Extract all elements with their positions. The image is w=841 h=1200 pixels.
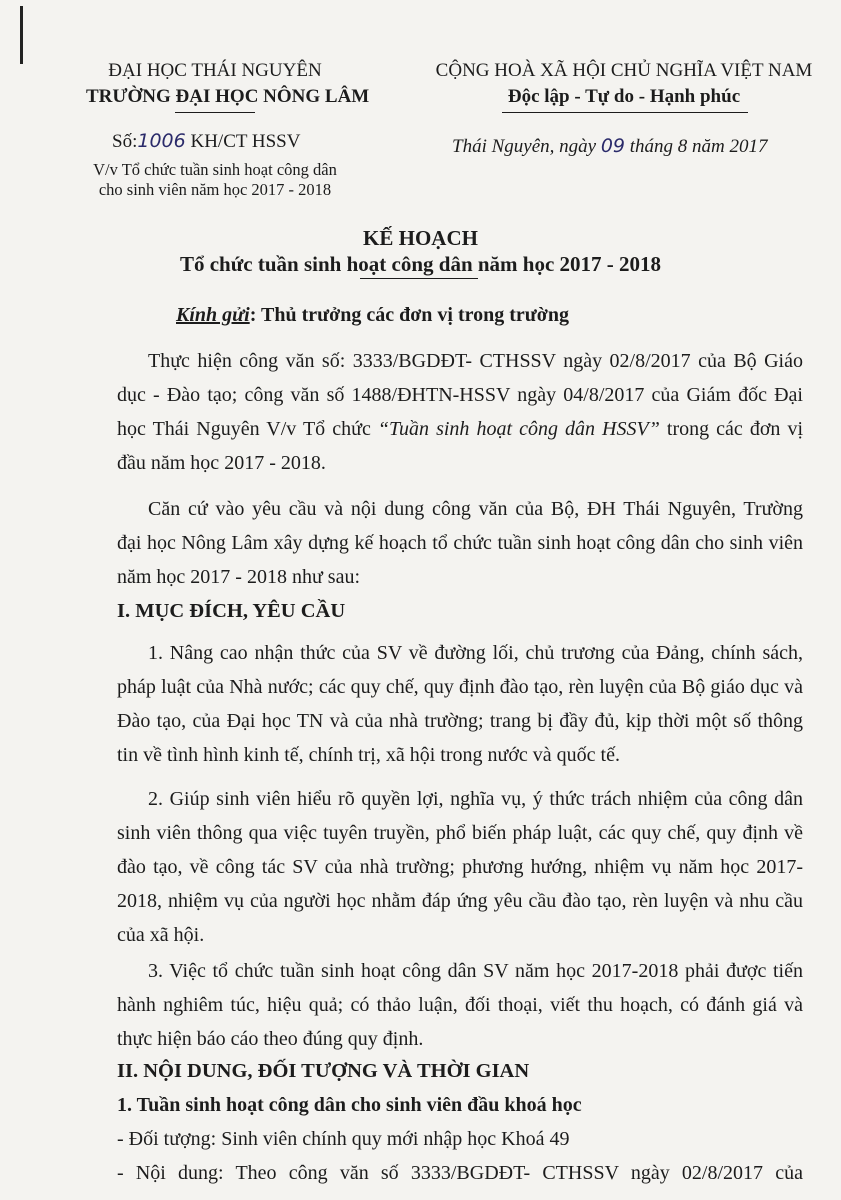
addressee-colon: :	[249, 304, 257, 326]
section-heading: I. MỤC ĐÍCH, YÊU CẦU	[117, 600, 346, 622]
number-suffix: KH/CT HSSV	[190, 131, 301, 152]
paragraph-line: - Nội dung: Theo công văn số 3333/BGDĐT- CTHSSV ngày 02/8/2017 của	[117, 1162, 803, 1184]
paragraph-line: đại học Nông Lâm xây dựng kế hoạch tổ chức tuần sinh hoạt công dân cho sinh viên	[117, 532, 803, 554]
document-title: KẾ HOẠCH	[363, 226, 478, 250]
paragraph-line: năm học 2017 - 2018 như sau:	[117, 566, 361, 588]
subject-line2: cho sinh viên năm học 2017 - 2018	[98, 180, 332, 199]
paragraph-line: Thực hiện công văn số: 3333/BGDĐT- CTHSSV ngày 02/8/2017 của Bộ Giáo	[148, 350, 803, 372]
paragraph-quote: “Tuần sinh hoạt công dân HSSV”	[377, 418, 660, 440]
paragraph-line: 2018, nhiệm vụ của người học nhằm đáp ứng yêu cầu đào tạo, rèn luyện và nhu cầu	[117, 890, 803, 912]
paragraph-line: - Đối tượng: Sinh viên chính quy mới nhập học Khoá 49	[117, 1128, 570, 1150]
title-underline	[360, 278, 478, 279]
paragraph-line: 3. Việc tổ chức tuần sinh hoạt công dân SV năm học 2017-2018 phải được tiến	[148, 960, 803, 982]
addressee-text: Thủ trưởng các đơn vị trong trường	[261, 304, 569, 326]
number-handwritten: 1006	[137, 130, 186, 152]
date-suffix: tháng 8 năm 2017	[629, 136, 768, 157]
document-number	[112, 130, 300, 153]
paragraph-line: Căn cứ vào yêu cầu và nội dung công văn của Bộ, ĐH Thái Nguyên, Trường	[148, 498, 803, 520]
paragraph-line: pháp luật của Nhà nước; các quy chế, quy định đào tạo, rèn luyện của Bộ giáo dục và	[117, 676, 803, 698]
addressee	[176, 304, 569, 327]
org-underline	[175, 112, 255, 113]
paragraph-line: đầu năm học 2017 - 2018.	[117, 452, 326, 474]
paragraph-text: trong các đơn vị	[666, 418, 804, 440]
scan-mark	[20, 6, 23, 64]
subsection-heading: 1. Tuần sinh hoạt công dân cho sinh viên đầu khoá học	[117, 1094, 582, 1116]
date-prefix: Thái Nguyên, ngày	[452, 136, 597, 157]
paragraph-line: dục - Đào tạo; công văn số 1488/ĐHTN-HSSV ngày 04/8/2017 của Giám đốc Đại	[117, 384, 803, 406]
paragraph-line	[117, 418, 803, 441]
paragraph-line: 2. Giúp sinh viên hiểu rõ quyền lợi, nghĩa vụ, ý thức trách nhiệm của công dân	[148, 788, 803, 810]
paragraph-line: tin về tình hình kinh tế, chính trị, xã hội trong nước và quốc tế.	[117, 744, 620, 766]
document-subtitle: Tổ chức tuần sinh hoạt công dân năm học 2017 - 2018	[179, 252, 662, 276]
number-prefix: Số:	[112, 131, 138, 152]
paragraph-text: học Thái Nguyên V/v Tổ chức	[117, 418, 371, 440]
paragraph-line: hành nghiêm túc, hiệu quả; có thảo luận, đối thoại, viết thu hoạch, có đánh giá và	[117, 994, 803, 1016]
paragraph-line: sinh viên thông qua việc tuyên truyền, phổ biến pháp luật, các quy chế, quy định về	[117, 822, 803, 844]
document-date	[452, 135, 768, 158]
paragraph-line: của xã hội.	[117, 924, 205, 946]
nation-underline	[502, 112, 748, 113]
paragraph-line: đào tạo, về công tác SV của nhà trường; phương hướng, nhiệm vụ năm học 2017-	[117, 856, 803, 878]
paragraph-line: 1. Nâng cao nhận thức của SV về đường lối, chủ trương của Đảng, chính sách,	[148, 642, 803, 664]
org-line2: TRƯỜNG ĐẠI HỌC NÔNG LÂM	[86, 86, 370, 107]
nation-line1: CỘNG HOÀ XÃ HỘI CHỦ NGHĨA VIỆT NAM	[435, 60, 813, 81]
subject-line1: V/v Tổ chức tuần sinh hoạt công dân	[93, 160, 337, 179]
paragraph-line: thực hiện báo cáo theo đúng quy định.	[117, 1028, 424, 1050]
section-heading: II. NỘI DUNG, ĐỐI TƯỢNG VÀ THỜI GIAN	[117, 1060, 530, 1082]
org-line1: ĐẠI HỌC THÁI NGUYÊN	[108, 60, 322, 81]
paragraph-line: Đào tạo, của Đại học TN và của nhà trường; trang bị đầy đủ, kịp thời một số thông	[117, 710, 803, 732]
addressee-label: Kính gửi	[176, 304, 250, 326]
nation-line2: Độc lập - Tự do - Hạnh phúc	[507, 86, 741, 107]
date-day: 09	[600, 135, 626, 157]
